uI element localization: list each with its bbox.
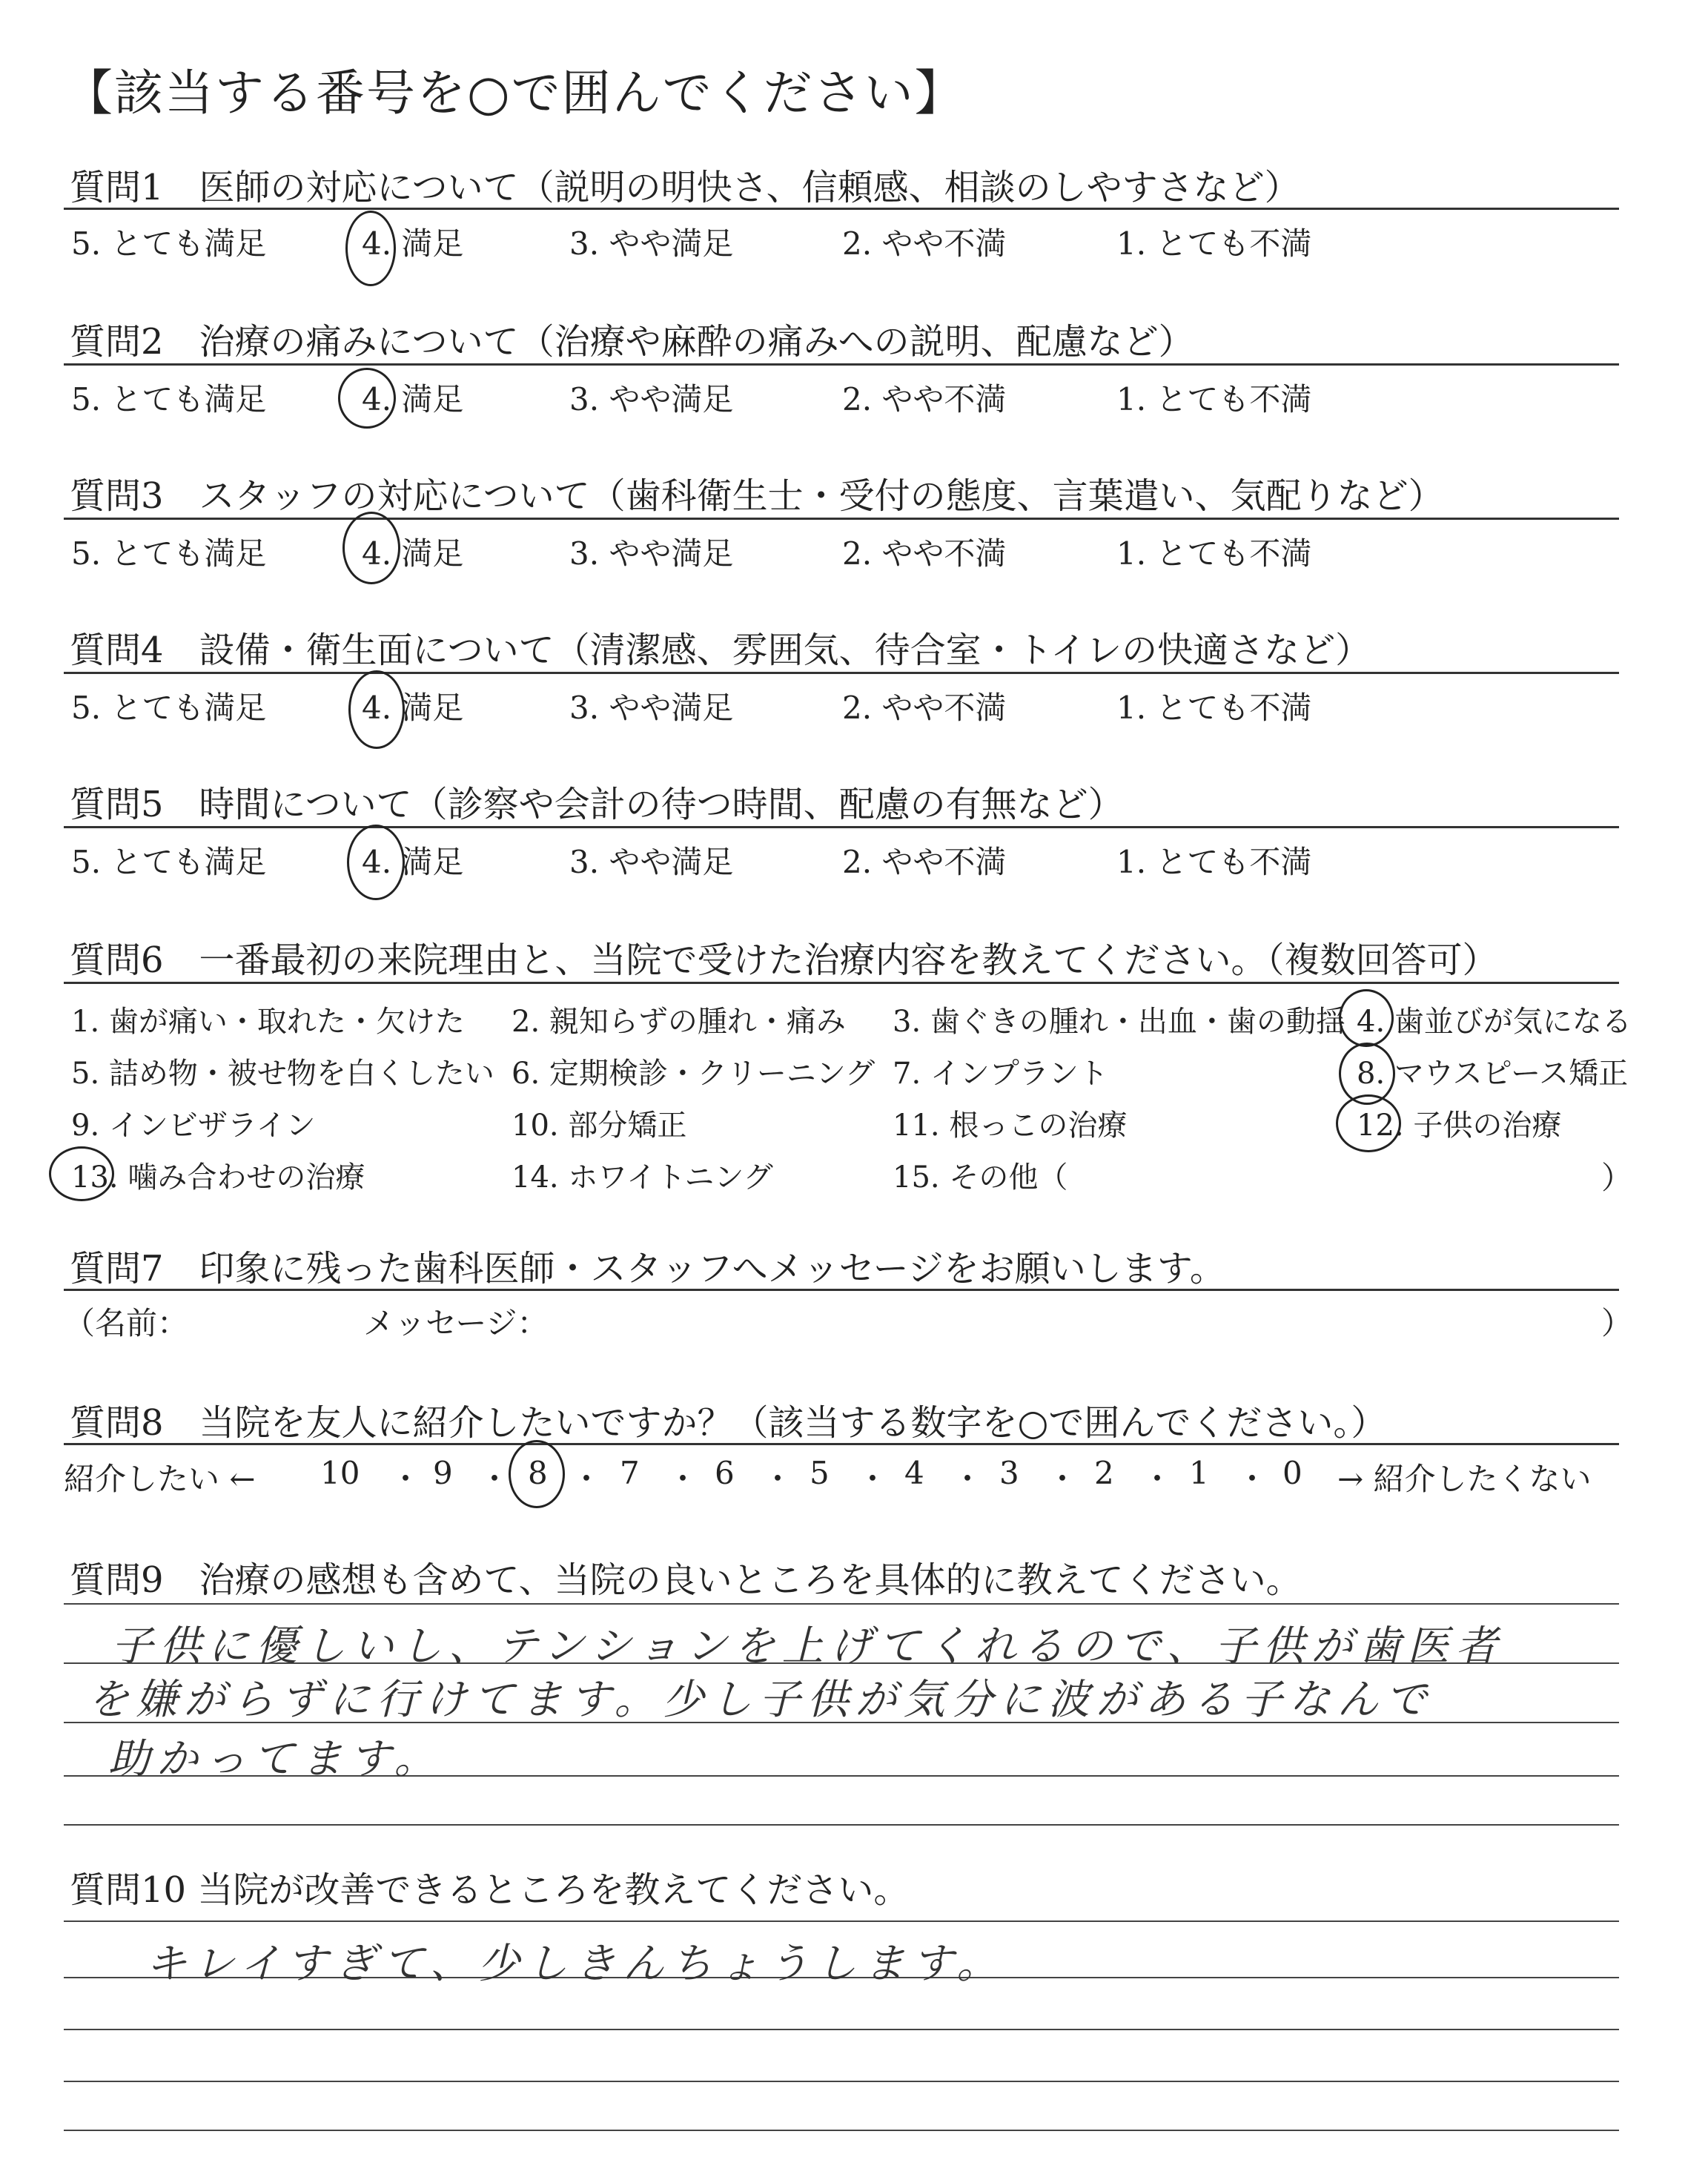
q8-scale-5[interactable]: 5 bbox=[810, 1455, 830, 1491]
q6-option-4[interactable]: 4. 歯並びが気になる bbox=[1357, 1005, 1632, 1039]
question-1-rule bbox=[64, 208, 1619, 210]
q9-handwritten-line-2: を嫌がらずに行けてます。少し子供が気分に波がある子なんで bbox=[87, 1676, 1434, 1724]
question-3-rule bbox=[64, 518, 1619, 520]
question-4-title: 質問4 設備・衛生面について（清潔感、雰囲気、待合室・トイレの快適さなど） bbox=[70, 630, 1371, 671]
q10-answer-line-4 bbox=[64, 2081, 1619, 2082]
q8-scale-7[interactable]: 7 bbox=[620, 1455, 640, 1491]
q7-close-paren: ） bbox=[1601, 1305, 1633, 1341]
q4-selected-circle bbox=[348, 670, 405, 749]
q8-scale-10[interactable]: 10 bbox=[320, 1455, 360, 1491]
q8-left-label: 紹介したい ← bbox=[64, 1461, 256, 1497]
question-8-rule bbox=[64, 1443, 1619, 1445]
q6-selected-circle-4 bbox=[1339, 989, 1394, 1047]
question-8-title: 質問8 当院を友人に紹介したいですか？（該当する数字を○で囲んでください。） bbox=[70, 1402, 1387, 1444]
q6-option-6[interactable]: 6. 定期検診・クリーニング bbox=[512, 1057, 875, 1091]
q3-option-4[interactable]: 4. 満足 bbox=[362, 535, 464, 572]
q1-option-1[interactable]: 1. とても不満 bbox=[1116, 225, 1312, 262]
question-5-rule bbox=[64, 826, 1619, 828]
q6-option-5[interactable]: 5. 詰め物・被せ物を白くしたい bbox=[71, 1057, 494, 1091]
q5-option-4[interactable]: 4. 満足 bbox=[362, 844, 464, 880]
q1-option-3[interactable]: 3. やや満足 bbox=[569, 225, 734, 262]
q8-scale-8[interactable]: 8 bbox=[528, 1455, 548, 1491]
q4-option-3[interactable]: 3. やや満足 bbox=[569, 690, 734, 726]
q4-option-4[interactable]: 4. 満足 bbox=[362, 690, 464, 726]
form-header: 【該当する番号を○で囲んでください】 bbox=[64, 65, 965, 122]
q6-option-11[interactable]: 11. 根っこの治療 bbox=[893, 1109, 1128, 1143]
question-6-rule bbox=[64, 982, 1619, 984]
q6-selected-circle-12 bbox=[1336, 1094, 1401, 1152]
q2-option-3[interactable]: 3. やや満足 bbox=[569, 381, 734, 417]
q8-scale-9[interactable]: 9 bbox=[433, 1455, 453, 1491]
q3-option-5[interactable]: 5. とても満足 bbox=[71, 535, 267, 572]
q1-option-2[interactable]: 2. やや不満 bbox=[842, 225, 1007, 262]
q3-option-3[interactable]: 3. やや満足 bbox=[569, 535, 734, 572]
question-7-rule bbox=[64, 1289, 1619, 1291]
q5-option-3[interactable]: 3. やや満足 bbox=[569, 844, 734, 880]
q8-sep: ・ bbox=[952, 1461, 984, 1497]
question-9-title: 質問9 治療の感想も含めて、当院の良いところを具体的に教えてください。 bbox=[70, 1559, 1302, 1601]
q4-option-2[interactable]: 2. やや不満 bbox=[842, 690, 1007, 726]
q6-option-9[interactable]: 9. インビザライン bbox=[71, 1109, 316, 1143]
q1-selected-circle bbox=[345, 211, 396, 286]
q6-option-15[interactable]: 15. その他（ bbox=[893, 1160, 1068, 1195]
q8-sep: ・ bbox=[390, 1461, 422, 1497]
question-5-title: 質問5 時間について（診察や会計の待つ時間、配慮の有無など） bbox=[70, 784, 1124, 825]
q8-scale-6[interactable]: 6 bbox=[715, 1455, 735, 1491]
q8-right-label: → 紹介したくない bbox=[1337, 1461, 1592, 1497]
question-7-title: 質問7 印象に残った歯科医師・スタッフへメッセージをお願いします。 bbox=[70, 1248, 1225, 1289]
q6-option-10[interactable]: 10. 部分矯正 bbox=[512, 1109, 687, 1143]
q6-option-3[interactable]: 3. 歯ぐきの腫れ・出血・歯の動揺 bbox=[893, 1005, 1345, 1039]
question-10-title: 質問10 当院が改善できるところを教えてください。 bbox=[70, 1869, 910, 1911]
q6-option-14[interactable]: 14. ホワイトニング bbox=[512, 1160, 773, 1195]
q8-selected-circle bbox=[509, 1440, 565, 1508]
q6-option-12[interactable]: 12. 子供の治療 bbox=[1357, 1109, 1562, 1143]
q5-option-2[interactable]: 2. やや不満 bbox=[842, 844, 1007, 880]
q10-answer-line-1 bbox=[64, 1920, 1619, 1922]
q6-option-8[interactable]: 8. マウスピース矯正 bbox=[1357, 1057, 1629, 1091]
q4-option-1[interactable]: 1. とても不満 bbox=[1116, 690, 1312, 726]
q8-sep: ・ bbox=[667, 1461, 699, 1497]
q9-handwritten-line-1: 子供に優しいし、テンションを上げてくれるので、子供が歯医者 bbox=[111, 1622, 1504, 1671]
q2-option-1[interactable]: 1. とても不満 bbox=[1116, 381, 1312, 417]
q8-sep: ・ bbox=[571, 1461, 603, 1497]
question-3-title: 質問3 スタッフの対応について（歯科衛生士・受付の態度、言葉遣い、気配りなど） bbox=[70, 475, 1444, 517]
q8-sep: ・ bbox=[1237, 1461, 1268, 1497]
q5-selected-circle bbox=[347, 825, 405, 900]
q8-scale-1[interactable]: 1 bbox=[1189, 1455, 1209, 1491]
q4-option-5[interactable]: 5. とても満足 bbox=[71, 690, 267, 726]
question-2-rule bbox=[64, 363, 1619, 366]
q1-option-4[interactable]: 4. 満足 bbox=[362, 225, 464, 262]
q3-selected-circle bbox=[342, 512, 400, 584]
q8-sep: ・ bbox=[857, 1461, 889, 1497]
question-1-title: 質問1 医師の対応について（説明の明快さ、信頼感、相談のしやすさなど） bbox=[70, 167, 1300, 208]
q8-sep: ・ bbox=[479, 1461, 511, 1497]
q8-scale-0[interactable]: 0 bbox=[1282, 1455, 1302, 1491]
q6-other-close-paren: ） bbox=[1601, 1160, 1633, 1196]
q6-option-13[interactable]: 13. 噛み合わせの治療 bbox=[71, 1160, 365, 1195]
q5-option-5[interactable]: 5. とても満足 bbox=[71, 844, 267, 880]
q8-sep: ・ bbox=[1142, 1461, 1174, 1497]
q5-option-1[interactable]: 1. とても不満 bbox=[1116, 844, 1312, 880]
q7-message-label: メッセージ： bbox=[363, 1305, 549, 1341]
question-2-title: 質問2 治療の痛みについて（治療や麻酔の痛みへの説明、配慮など） bbox=[70, 321, 1194, 363]
q3-option-2[interactable]: 2. やや不満 bbox=[842, 535, 1007, 572]
q2-option-4[interactable]: 4. 満足 bbox=[362, 381, 464, 417]
q2-option-2[interactable]: 2. やや不満 bbox=[842, 381, 1007, 417]
question-6-title: 質問6 一番最初の来院理由と、当院で受けた治療内容を教えてください。（複数回答可） bbox=[70, 939, 1498, 981]
q3-option-1[interactable]: 1. とても不満 bbox=[1116, 535, 1312, 572]
q8-sep: ・ bbox=[762, 1461, 794, 1497]
q9-answer-line-5 bbox=[64, 1824, 1619, 1826]
q2-selected-circle bbox=[338, 368, 396, 429]
q8-scale-2[interactable]: 2 bbox=[1094, 1455, 1114, 1491]
q1-option-5[interactable]: 5. とても満足 bbox=[71, 225, 267, 262]
q2-option-5[interactable]: 5. とても満足 bbox=[71, 381, 267, 417]
question-4-rule bbox=[64, 672, 1619, 674]
q10-handwritten-line-1: キレイすぎて、少しきんちょうします。 bbox=[145, 1940, 1005, 1988]
q10-answer-line-3 bbox=[64, 2029, 1619, 2030]
q7-name-label: （名前： bbox=[64, 1305, 189, 1341]
q6-option-7[interactable]: 7. インプラント bbox=[893, 1057, 1108, 1091]
q6-selected-circle-13 bbox=[49, 1146, 114, 1201]
q9-answer-line-1 bbox=[64, 1603, 1619, 1605]
q10-answer-line-5 bbox=[64, 2130, 1619, 2131]
q8-scale-4[interactable]: 4 bbox=[904, 1455, 924, 1491]
q9-handwritten-line-3: 助かってます。 bbox=[108, 1735, 443, 1783]
q6-option-1[interactable]: 1. 歯が痛い・取れた・欠けた bbox=[71, 1005, 465, 1039]
q8-scale-3[interactable]: 3 bbox=[999, 1455, 1019, 1491]
q6-option-2[interactable]: 2. 親知らずの腫れ・痛み bbox=[512, 1005, 846, 1039]
q8-sep: ・ bbox=[1047, 1461, 1079, 1497]
